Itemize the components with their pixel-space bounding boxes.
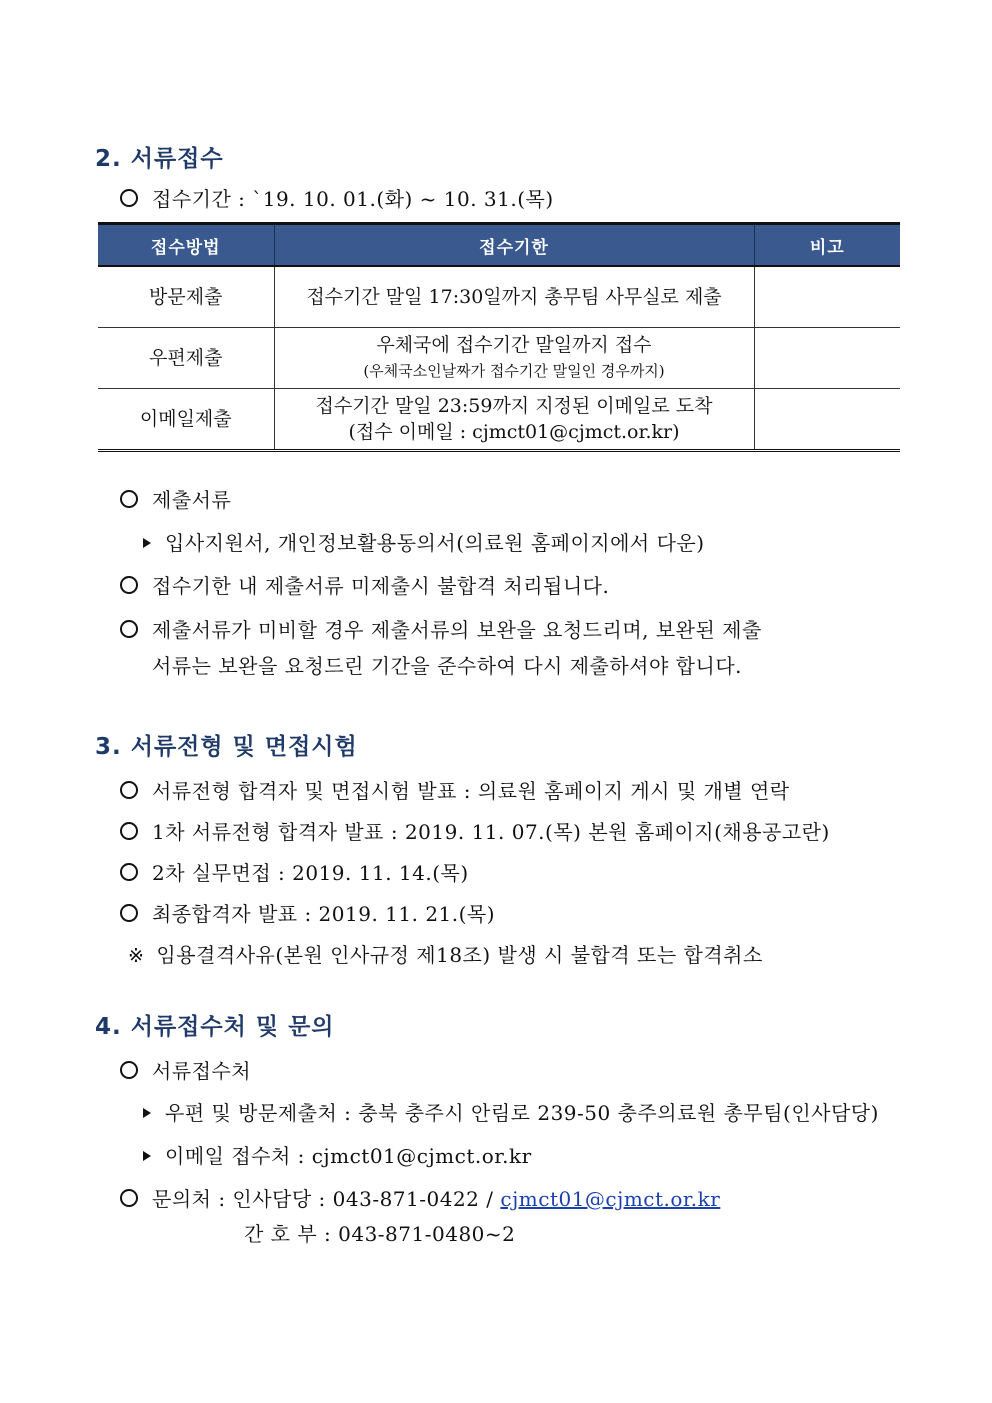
reception-place-item-text: 우편 및 방문제출처 : 충북 충주시 안림로 239-50 충주의료원 총무팀(인사담당)	[165, 1101, 879, 1125]
screening-item	[120, 898, 495, 927]
deadline-text: 우체국에 접수기간 말일까지 접수	[376, 334, 652, 356]
circle-bullet-icon	[120, 620, 138, 638]
notice-supplement-line2: 서류는 보완을 요청드린 기간을 준수하여 다시 제출하셔야 합니다.	[152, 654, 742, 678]
method-cell: 우편제출	[98, 328, 274, 389]
deadline-text: 접수기간 말일 17:30일까지 총무팀 사무실로 제출	[306, 286, 722, 308]
screening-item-text: 1차 서류전형 합격자 발표 : 2019. 11. 07.(목) 본원 홈페이지(채용공고란)	[152, 820, 830, 844]
section-4-heading: 4. 서류접수처 및 문의	[95, 1014, 335, 1040]
method-cell: 방문제출	[98, 266, 274, 328]
section-3-heading: 3. 서류전형 및 면접시험	[95, 734, 358, 760]
screening-item-text: 서류전형 합격자 및 면접시험 발표 : 의료원 홈페이지 게시 및 개별 연락	[152, 779, 790, 803]
header-method: 접수방법	[98, 224, 274, 267]
circle-bullet-icon	[120, 863, 138, 881]
header-deadline: 접수기한	[274, 224, 754, 267]
triangle-bullet-icon	[143, 1108, 151, 1118]
circle-bullet-icon	[120, 490, 138, 508]
reception-place-title	[120, 1055, 251, 1084]
deadline-cell	[274, 389, 754, 451]
contact-line	[120, 1183, 720, 1212]
reference-mark-icon: ※	[128, 945, 145, 967]
circle-bullet-icon	[120, 576, 138, 594]
deadline-cell	[274, 328, 754, 389]
deadline-cell	[274, 266, 754, 328]
disqualification-note	[128, 939, 763, 968]
table-row	[98, 266, 900, 328]
circle-bullet-icon	[120, 1189, 138, 1207]
screening-item	[120, 775, 790, 804]
screening-item	[120, 816, 830, 845]
reception-period	[120, 183, 554, 212]
deadline-subtext: (접수 이메일 : cjmct01@cjmct.or.kr)	[348, 421, 680, 443]
circle-bullet-icon	[120, 904, 138, 922]
table-row	[98, 328, 900, 389]
circle-bullet-icon	[120, 1061, 138, 1079]
notice-missing-docs	[120, 570, 609, 599]
header-note: 비고	[754, 224, 900, 267]
contact-nursing: 간 호 부 : 043-871-0480~2	[244, 1222, 516, 1246]
reception-place-item	[143, 1140, 532, 1169]
reception-place-title-text: 서류접수처	[152, 1059, 252, 1083]
screening-item-text: 2차 실무면접 : 2019. 11. 14.(목)	[152, 861, 469, 885]
screening-item-text: 최종합격자 발표 : 2019. 11. 21.(목)	[152, 902, 496, 926]
method-cell: 이메일제출	[98, 389, 274, 451]
documents-title	[120, 484, 231, 513]
section-2-heading: 2. 서류접수	[95, 146, 224, 172]
deadline-text: 접수기간 말일 23:59까지 지정된 이메일로 도착	[315, 395, 713, 417]
circle-bullet-icon	[120, 781, 138, 799]
triangle-bullet-icon	[143, 1151, 151, 1161]
contact-label: 문의처 : 인사담당 : 043-871-0422 /	[152, 1187, 494, 1211]
deadline-subtext: (우체국소인날짜가 접수기간 말일인 경우까지)	[363, 362, 665, 380]
documents-title-text: 제출서류	[152, 488, 232, 512]
reception-period-text: 접수기간 : `19. 10. 01.(화) ~ 10. 31.(목)	[152, 187, 554, 211]
notice-supplement-line1: 제출서류가 미비할 경우 제출서류의 보완을 요청드리며, 보완된 제출	[152, 618, 762, 642]
circle-bullet-icon	[120, 822, 138, 840]
disqualification-note-text: 임용결격사유(본원 인사규정 제18조) 발생 시 불합격 또는 합격취소	[156, 943, 763, 967]
documents-item-text: 입사지원서, 개인정보활용동의서(의료원 홈페이지에서 다운)	[165, 531, 705, 555]
circle-bullet-icon	[120, 189, 138, 207]
notice-supplement	[120, 614, 762, 643]
screening-item	[120, 857, 469, 886]
table-row	[98, 389, 900, 451]
contact-email-link[interactable]: cjmct01@cjmct.or.kr	[500, 1187, 721, 1211]
table-header-row	[98, 224, 900, 267]
triangle-bullet-icon	[143, 538, 151, 548]
note-cell	[754, 266, 900, 328]
reception-place-item-text: 이메일 접수처 : cjmct01@cjmct.or.kr	[165, 1144, 532, 1168]
reception-place-item	[143, 1097, 879, 1126]
notice-missing-docs-text: 접수기한 내 제출서류 미제출시 불합격 처리됩니다.	[152, 574, 610, 598]
submission-table	[98, 222, 900, 452]
note-cell	[754, 389, 900, 451]
note-cell	[754, 328, 900, 389]
documents-item	[143, 527, 705, 556]
